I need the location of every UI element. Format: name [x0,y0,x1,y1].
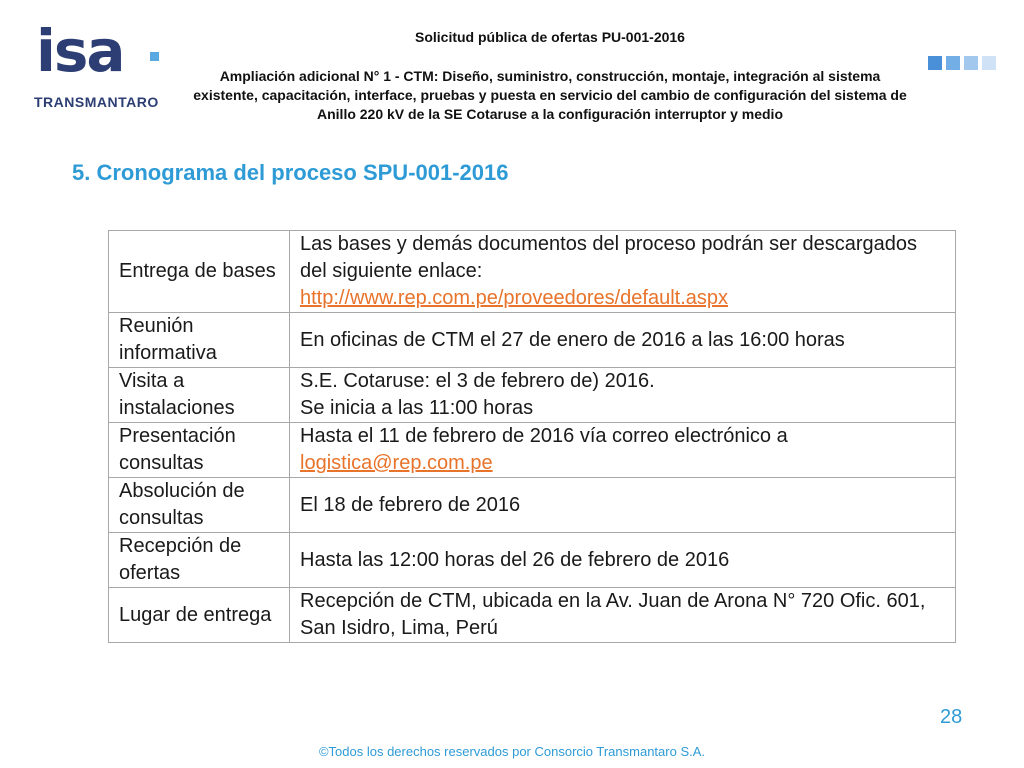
decor-square-1 [928,56,942,70]
schedule-detail [290,478,956,533]
schedule-detail [290,231,956,313]
document-header [190,28,910,124]
decorative-squares [928,56,996,70]
schedule-detail-text: Hasta el 11 de febrero de 2016 vía correo electrónico a [300,425,788,447]
schedule-detail-text: En oficinas de CTM el 27 de enero de 2016 a las 16:00 horas [300,328,845,351]
decor-square-2 [946,56,960,70]
schedule-detail-text: Se inicia a las 11:00 horas [300,397,534,419]
header-description: Ampliación adicional N° 1 - CTM: Diseño, suministro, construcción, montaje, integración al sistema existente, capacitación, interface, pruebas y puesta en servicio del cambio de configuración del sistema de Anillo 220 kV de la SE Cotaruse a la configuración interruptor y medio [193,68,907,122]
schedule-label: Absolución de consultas [109,478,290,533]
logo-subtitle: TRANSMANTARO [34,94,159,110]
schedule-detail-text: El 18 de febrero de 2016 [300,493,521,516]
schedule-label: Reunión informativa [109,313,290,368]
table-row [109,588,956,643]
table-row [109,231,956,313]
table-row [109,478,956,533]
table-row [109,423,956,478]
schedule-detail-text: S.E. Cotaruse: el 3 de febrero de) 2016. [300,370,655,392]
schedule-detail [290,368,956,423]
company-logo [32,17,172,122]
decor-square-3 [964,56,978,70]
schedule-detail [290,588,956,643]
schedule-detail [290,533,956,588]
schedule-label: Recepción de ofertas [109,533,290,588]
schedule-table [108,230,956,643]
logo-wordmark: isa [36,17,124,85]
schedule-detail-text: Hasta las 12:00 horas del 26 de febrero de 2016 [300,548,730,571]
header-title: Solicitud pública de ofertas PU-001-2016 [415,29,685,45]
schedule-label: Lugar de entrega [109,588,290,643]
page-number: 28 [940,706,963,728]
schedule-detail [290,423,956,478]
schedule-label: Entrega de bases [109,231,290,313]
logo-dot-icon [150,52,159,61]
schedule-label: Visita a instalaciones [109,368,290,423]
schedule-label: Presentación consultas [109,423,290,478]
section-title: 5. Cronograma del proceso SPU-001-2016 [72,160,509,185]
table-row [109,313,956,368]
table-row [109,533,956,588]
schedule-detail-text: Las bases y demás documentos del proceso podrán ser descargados del siguiente enlace: [300,233,918,282]
schedule-link[interactable]: http://www.rep.com.pe/proveedores/default.aspx [300,287,729,309]
schedule-detail-text: Recepción de CTM, ubicada en la Av. Juan de Arona N° 720 Ofic. 601, San Isidro, Lima, Perú [300,590,926,639]
footer-copyright: ©Todos los derechos reservados por Consorcio Transmantaro S.A. [318,744,706,759]
decor-square-4 [982,56,996,70]
schedule-detail [290,313,956,368]
schedule-link[interactable]: logistica@rep.com.pe [300,452,493,474]
table-row [109,368,956,423]
